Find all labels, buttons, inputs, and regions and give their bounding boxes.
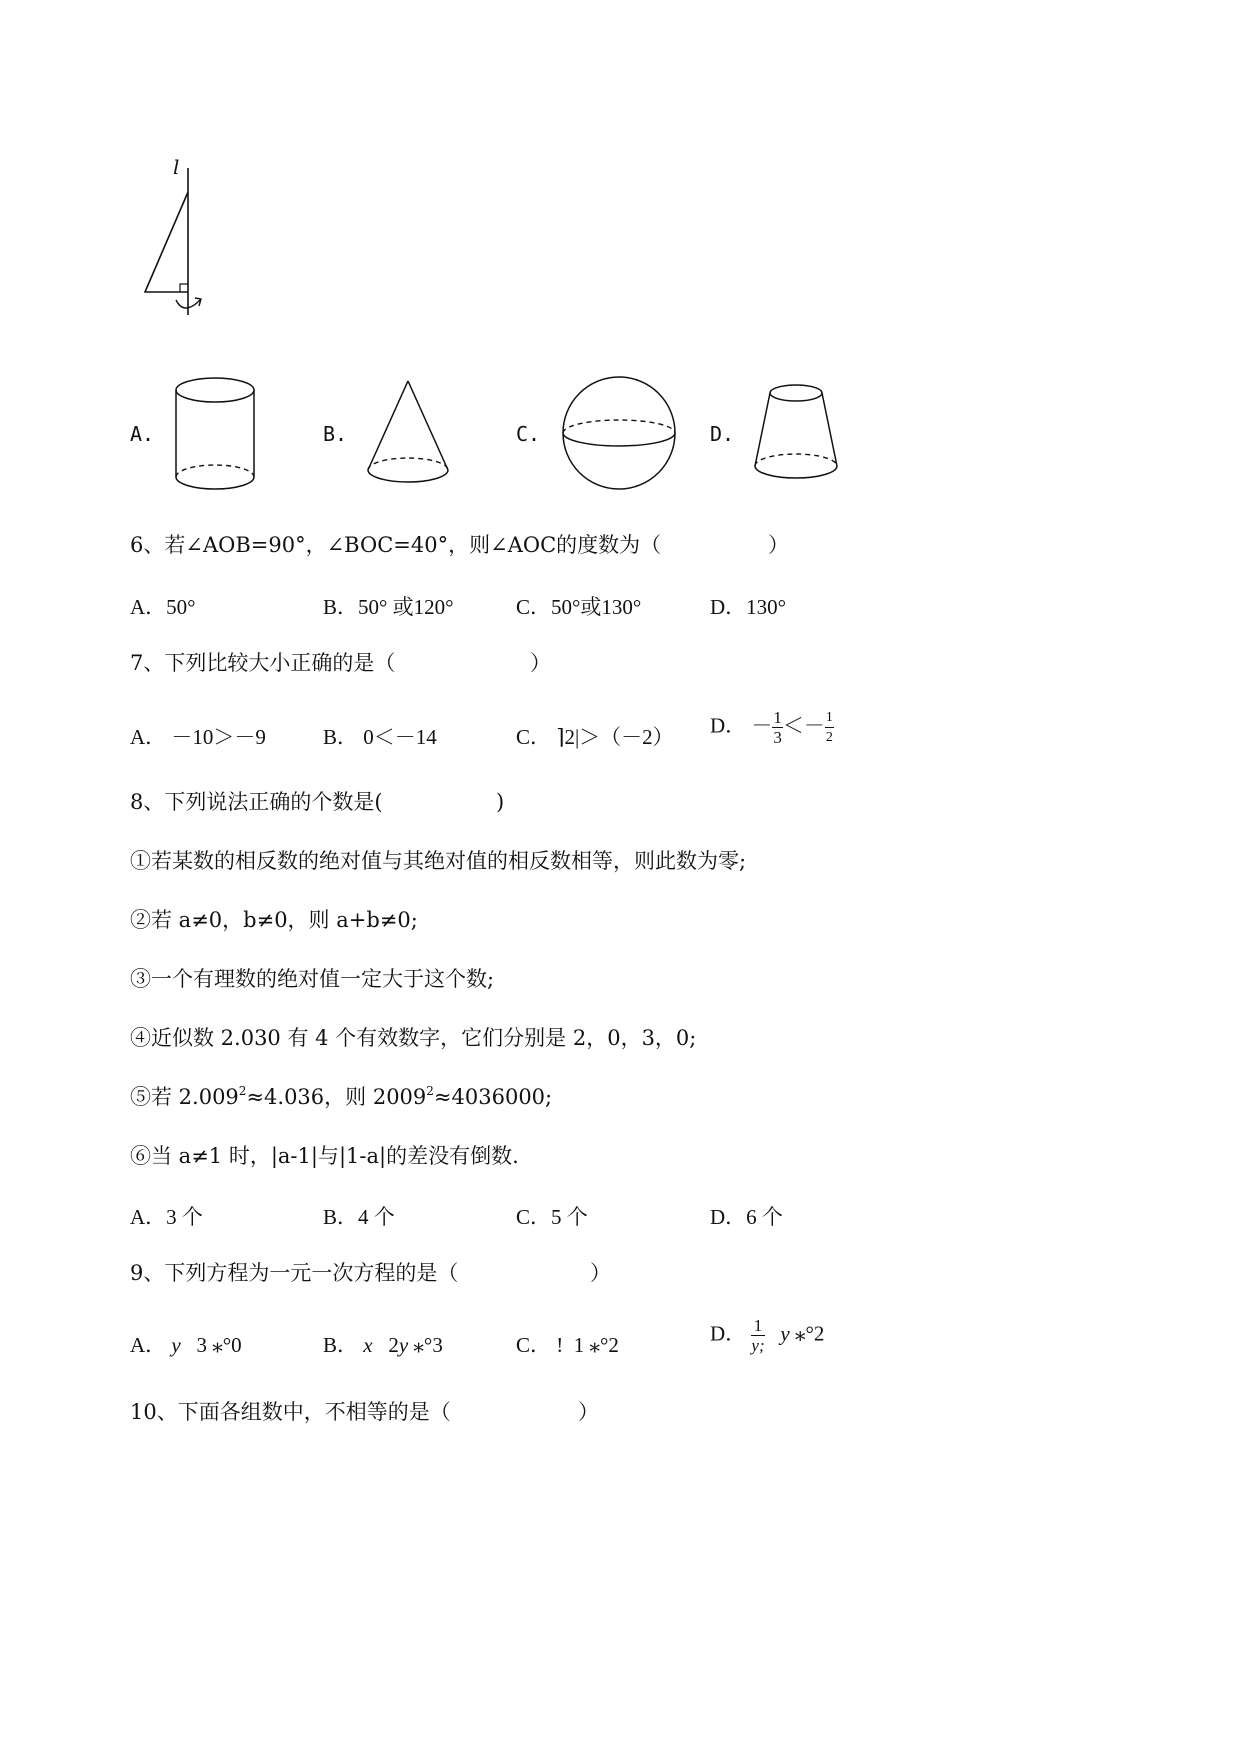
q8-item-5: ⑤若 $2.009^2\approx 4.036$，则 $2009^2\approx 4036000$;: [130, 1084, 553, 1109]
q8-close-paren: ): [496, 790, 505, 814]
q8-item-4: ④近似数 2.030 有 4 个有效数字，它们分别是 2，0，3，0;: [130, 1026, 697, 1050]
q7-close-paren: ）: [530, 651, 551, 675]
q8-option-d: D．6 个: [710, 1205, 783, 1229]
q8-item-3: ③一个有理数的绝对值一定大于这个数;: [130, 967, 495, 991]
q6-stem: 6、若∠AOB=90°，∠BOC=40°，则∠AOC的度数为（: [130, 533, 662, 557]
q5-option-c-label: C.: [516, 422, 541, 446]
q7-d-mid: ＜－: [782, 713, 825, 738]
q9-d-fraction: $\frac{1}{y;}$: [751, 1316, 765, 1355]
cone-shape: [362, 378, 454, 488]
q9-option-c: C． ! 1 ⁎°2: [516, 1333, 619, 1357]
q7-option-b: B． 0＜－14: [323, 725, 437, 749]
q6-option-d: D．130°: [710, 595, 787, 619]
q6-option-a: A．50°: [130, 595, 196, 619]
q9-close-paren: ）: [590, 1261, 611, 1285]
q8-option-a: A．3 个: [130, 1205, 203, 1229]
q7-stem: 7、下列比较大小正确的是（: [130, 651, 396, 675]
q10-stem: 10、下面各组数中，不相等的是（: [130, 1400, 451, 1424]
q8-item-2: ②若 a≠0，b≠0，则 a+b≠0;: [130, 908, 418, 932]
rotation-figure: [140, 160, 220, 320]
q9-option-d: D． $\frac{1}{y;}$ y ⁎°2: [710, 1316, 825, 1355]
q7-d-fraction-2: $\frac{1}{2}$: [825, 710, 833, 745]
q7-option-d: [710, 708, 834, 747]
q6-option-c: C．50°或130°: [516, 595, 642, 619]
q7-option-c: C． ⌉2|＞（－2）: [516, 725, 674, 749]
frustum-shape: [750, 382, 842, 484]
q9-stem: 9、下列方程为一元一次方程的是（: [130, 1261, 459, 1285]
q8-option-b: B．4 个: [323, 1205, 395, 1229]
q7-option-a: A． －10＞－9: [130, 725, 266, 749]
q8-stem: 8、下列说法正确的个数是(: [130, 790, 383, 814]
q5-option-d-label: D.: [710, 422, 735, 446]
sphere-shape: [558, 374, 680, 494]
line-label-l: l: [173, 155, 180, 179]
q5-option-b-label: B.: [323, 422, 348, 446]
q9-option-b: B． x 2y ⁎°3: [323, 1333, 443, 1357]
q5-option-a-label: A.: [130, 422, 155, 446]
q10-close-paren: ）: [578, 1400, 599, 1424]
q6-option-b: B．50° 或120°: [323, 595, 454, 619]
q8-option-c: C．5 个: [516, 1205, 588, 1229]
q7-d-prefix: D． －: [710, 713, 773, 738]
q8-item-1: ①若某数的相反数的绝对值与其绝对值的相反数相等，则此数为零;: [130, 849, 747, 873]
q9-option-a: A． y 3 ⁎°0: [130, 1333, 242, 1357]
right-angle-mark: [180, 284, 188, 292]
q6-close-paren: ）: [768, 533, 789, 557]
cylinder-shape: [170, 375, 260, 495]
right-triangle: [145, 192, 188, 292]
q7-d-fraction-1: $\frac{1}{3}$: [773, 708, 782, 747]
q8-item-6: ⑥当 a≠1 时，|a-1|与|1-a|的差没有倒数.: [130, 1144, 519, 1168]
